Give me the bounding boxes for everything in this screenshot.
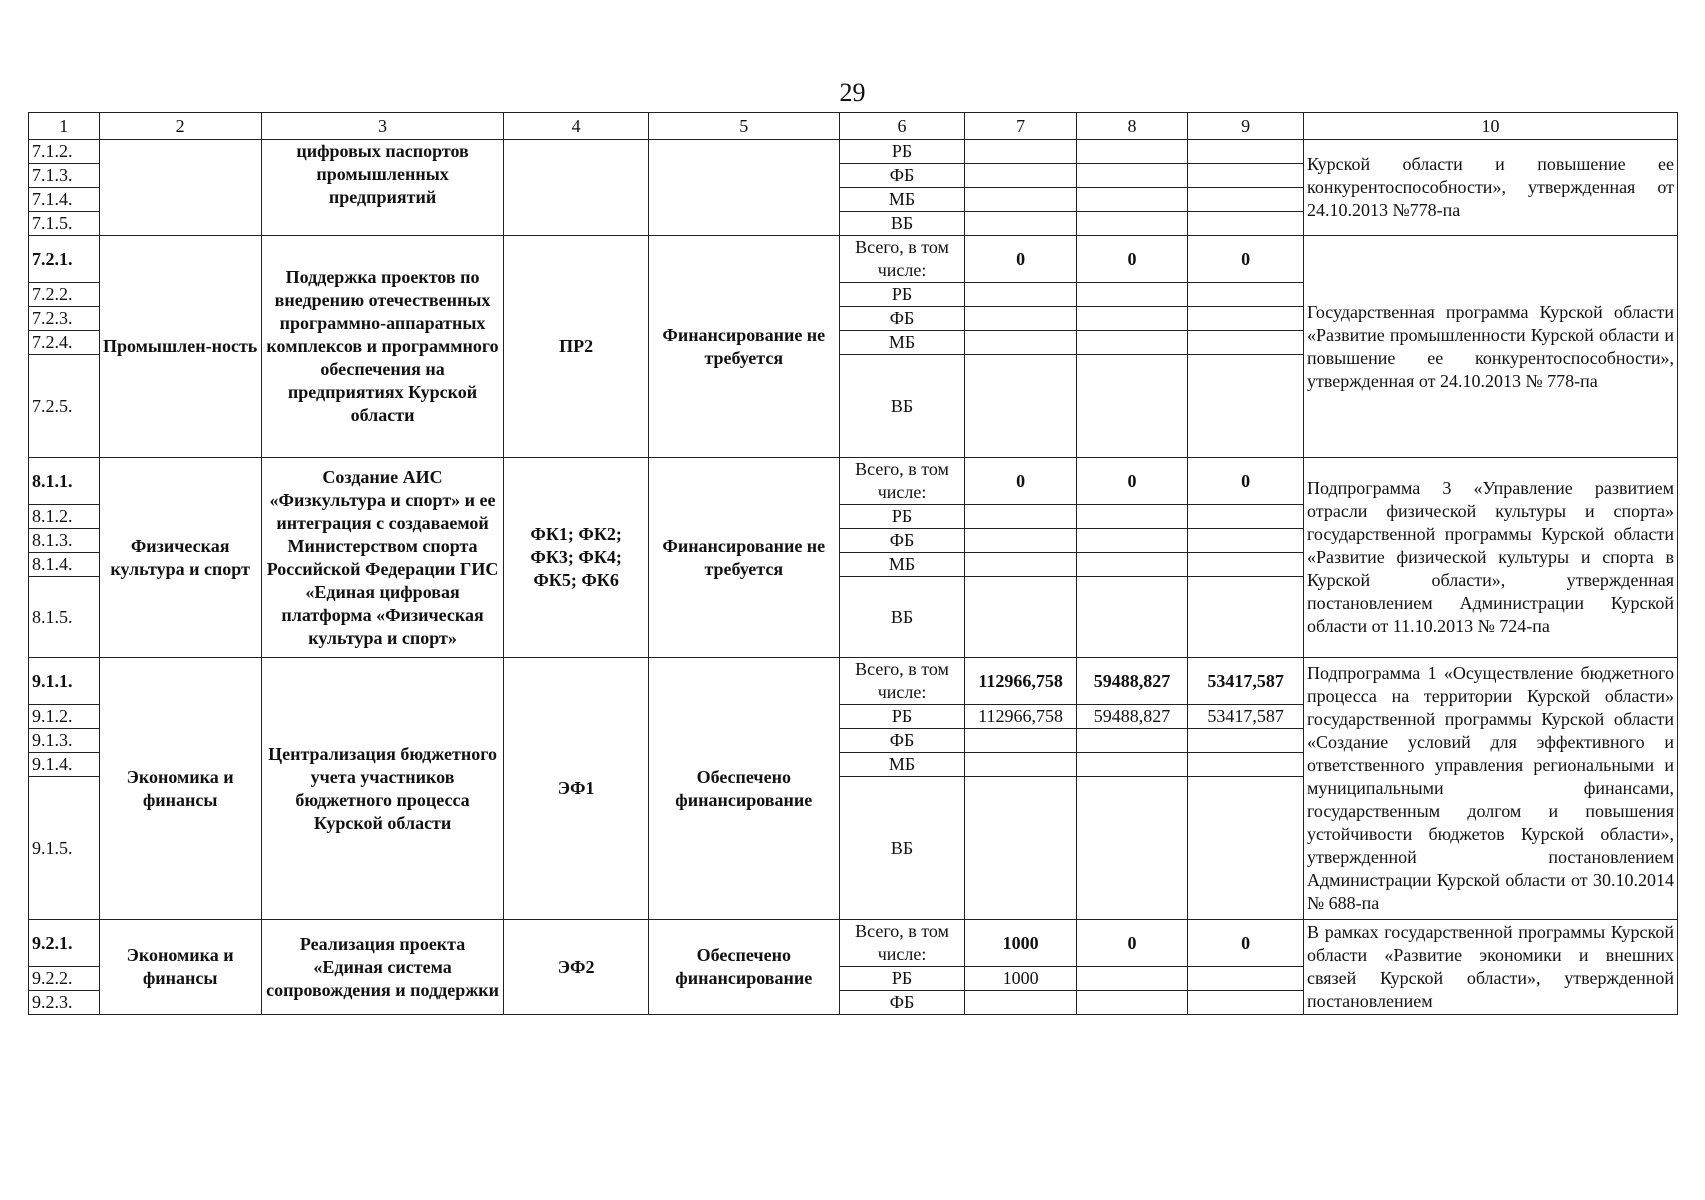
program-description: Курской области и повышение ее конкурентоспособности», утвержденная от 24.10.2013 №778-па [1304, 140, 1678, 236]
value-col8 [1076, 529, 1187, 553]
program-description: Подпрограмма 1 «Осуществление бюджетного процесса на территории Курской области» государственной программы Курской области «Создание условий для эффективного и ответственного управления региональными и муниципальными финансами, государственным долгом и повышения устойчивости бюджетов Курской области», утвержденной постановлением Администрации Курской области от 30.10.2014 № 688-па [1304, 658, 1678, 920]
value-col8 [1076, 505, 1187, 529]
value-col9 [1188, 577, 1304, 658]
value-col9 [1188, 188, 1304, 212]
column-header: 7 [965, 113, 1076, 140]
row-number: 8.1.3. [29, 529, 100, 553]
sector-cell: Промышлен-ность [99, 236, 261, 458]
program-description: Подпрограмма 3 «Управление развитием отрасли физической культуры и спорта» государственной программы Курской области «Развитие физической культуры и спорта в Курской области», утвержденная постановлением Администрации Курской области от 11.10.2013 № 724-па [1304, 458, 1678, 658]
row-number: 7.2.2. [29, 283, 100, 307]
value-col9 [1188, 331, 1304, 355]
value-col9 [1188, 355, 1304, 458]
value-col9 [1188, 967, 1304, 991]
funding-source: ФБ [839, 729, 965, 753]
value-col7 [965, 753, 1076, 777]
value-col7 [965, 331, 1076, 355]
table-row [29, 236, 1678, 283]
row-number: 9.2.2. [29, 967, 100, 991]
value-col8: 0 [1076, 458, 1187, 505]
funding-status: Обеспечено финансирование [648, 920, 839, 1015]
value-col8 [1076, 188, 1187, 212]
value-col7: 1000 [965, 967, 1076, 991]
program-description: Государственная программа Курской области «Развитие промышленности Курской области и повышение ее конкурентоспособности», утвержденная от 24.10.2013 № 778-па [1304, 236, 1678, 458]
value-col9: 53417,587 [1188, 658, 1304, 705]
value-col9: 53417,587 [1188, 705, 1304, 729]
table-row [29, 920, 1678, 967]
funding-source: ФБ [839, 164, 965, 188]
row-number: 7.1.5. [29, 212, 100, 236]
value-col8 [1076, 307, 1187, 331]
value-col8 [1076, 140, 1187, 164]
value-col8 [1076, 553, 1187, 577]
value-col9 [1188, 553, 1304, 577]
table-row [29, 140, 1678, 164]
row-number: 8.1.1. [29, 458, 100, 505]
value-col7 [965, 140, 1076, 164]
funding-status: Финансирование не требуется [648, 458, 839, 658]
row-number: 9.1.3. [29, 729, 100, 753]
funding-source: Всего, в том числе: [839, 658, 965, 705]
value-col9 [1188, 729, 1304, 753]
column-header: 10 [1304, 113, 1678, 140]
funding-source: РБ [839, 283, 965, 307]
value-col7 [965, 553, 1076, 577]
value-col7: 0 [965, 458, 1076, 505]
column-header: 1 [29, 113, 100, 140]
value-col9 [1188, 212, 1304, 236]
funding-source: ФБ [839, 307, 965, 331]
value-col9 [1188, 753, 1304, 777]
value-col9 [1188, 307, 1304, 331]
value-col7 [965, 729, 1076, 753]
value-col7 [965, 505, 1076, 529]
funding-status: Финансирование не требуется [648, 236, 839, 458]
row-number: 7.2.5. [29, 355, 100, 458]
value-col8 [1076, 283, 1187, 307]
value-col9 [1188, 283, 1304, 307]
column-header: 2 [99, 113, 261, 140]
value-col8 [1076, 753, 1187, 777]
funding-source: Всего, в том числе: [839, 458, 965, 505]
value-col7 [965, 577, 1076, 658]
indicator-code: ЭФ2 [504, 920, 648, 1015]
value-col9: 0 [1188, 236, 1304, 283]
table-row [29, 458, 1678, 505]
funding-source: ФБ [839, 991, 965, 1015]
funding-source: РБ [839, 705, 965, 729]
row-number: 8.1.2. [29, 505, 100, 529]
indicator-code [504, 140, 648, 236]
value-col9 [1188, 529, 1304, 553]
indicator-code: ПР2 [504, 236, 648, 458]
value-col8 [1076, 729, 1187, 753]
value-col9 [1188, 140, 1304, 164]
value-col7 [965, 283, 1076, 307]
indicator-code: ЭФ1 [504, 658, 648, 920]
measure-name: Создание АИС «Физкультура и спорт» и ее интеграция с создаваемой Министерством спорта Российской Федерации ГИС «Единая цифровая платформа «Физическая культура и спорт» [261, 458, 504, 658]
value-col8: 0 [1076, 236, 1187, 283]
row-number: 9.2.1. [29, 920, 100, 967]
column-header: 3 [261, 113, 504, 140]
value-col8 [1076, 777, 1187, 920]
value-col8 [1076, 331, 1187, 355]
funding-source: МБ [839, 188, 965, 212]
value-col8 [1076, 991, 1187, 1015]
value-col8 [1076, 577, 1187, 658]
funding-source: Всего, в том числе: [839, 236, 965, 283]
row-number: 7.2.3. [29, 307, 100, 331]
column-header: 4 [504, 113, 648, 140]
value-col9: 0 [1188, 458, 1304, 505]
row-number: 9.1.5. [29, 777, 100, 920]
value-col7 [965, 307, 1076, 331]
value-col9 [1188, 777, 1304, 920]
funding-source: ВБ [839, 777, 965, 920]
value-col7 [965, 188, 1076, 212]
row-number: 7.2.4. [29, 331, 100, 355]
value-col7 [965, 212, 1076, 236]
value-col7 [965, 777, 1076, 920]
program-table [28, 112, 1678, 1015]
funding-source: МБ [839, 331, 965, 355]
funding-source: МБ [839, 753, 965, 777]
row-number: 9.1.2. [29, 705, 100, 729]
row-number: 7.2.1. [29, 236, 100, 283]
value-col7: 112966,758 [965, 705, 1076, 729]
column-header: 6 [839, 113, 965, 140]
column-header: 9 [1188, 113, 1304, 140]
funding-status [648, 140, 839, 236]
value-col8: 59488,827 [1076, 705, 1187, 729]
value-col7: 112966,758 [965, 658, 1076, 705]
value-col7 [965, 164, 1076, 188]
funding-source: РБ [839, 967, 965, 991]
measure-name: Реализация проекта «Единая система сопровождения и поддержки [261, 920, 504, 1015]
funding-source: ВБ [839, 355, 965, 458]
row-number: 9.1.1. [29, 658, 100, 705]
sector-cell: Экономика и финансы [99, 920, 261, 1015]
row-number: 7.1.3. [29, 164, 100, 188]
row-number: 8.1.5. [29, 577, 100, 658]
value-col9 [1188, 164, 1304, 188]
value-col7: 0 [965, 236, 1076, 283]
value-col9: 0 [1188, 920, 1304, 967]
row-number: 9.1.4. [29, 753, 100, 777]
header-row [29, 113, 1678, 140]
measure-name: Поддержка проектов по внедрению отечественных программно-аппаратных комплексов и программного обеспечения на предприятиях Курской области [261, 236, 504, 458]
funding-source: Всего, в том числе: [839, 920, 965, 967]
funding-source: ФБ [839, 529, 965, 553]
funding-source: РБ [839, 140, 965, 164]
column-header: 5 [648, 113, 839, 140]
page-number: 29 [839, 78, 866, 107]
funding-status: Обеспечено финансирование [648, 658, 839, 920]
measure-name: Централизация бюджетного учета участников бюджетного процесса Курской области [261, 658, 504, 920]
value-col7: 1000 [965, 920, 1076, 967]
value-col9 [1188, 991, 1304, 1015]
value-col8: 59488,827 [1076, 658, 1187, 705]
value-col8: 0 [1076, 920, 1187, 967]
program-description: В рамках государственной программы Курской области «Развитие экономики и внешних связей Курской области», утвержденной постановлением [1304, 920, 1678, 1015]
value-col8 [1076, 212, 1187, 236]
indicator-code: ФК1; ФК2; ФК3; ФК4; ФК5; ФК6 [504, 458, 648, 658]
measure-name: цифровых паспортов промышленных предприятий [261, 140, 504, 236]
sector-cell: Экономика и финансы [99, 658, 261, 920]
funding-source: ВБ [839, 212, 965, 236]
row-number: 7.1.2. [29, 140, 100, 164]
value-col7 [965, 529, 1076, 553]
value-col7 [965, 355, 1076, 458]
value-col8 [1076, 355, 1187, 458]
row-number: 7.1.4. [29, 188, 100, 212]
value-col9 [1188, 505, 1304, 529]
funding-source: ВБ [839, 577, 965, 658]
value-col8 [1076, 164, 1187, 188]
row-number: 9.2.3. [29, 991, 100, 1015]
funding-source: МБ [839, 553, 965, 577]
row-number: 8.1.4. [29, 553, 100, 577]
sector-cell [99, 140, 261, 236]
funding-source: РБ [839, 505, 965, 529]
column-header: 8 [1076, 113, 1187, 140]
sector-cell: Физическая культура и спорт [99, 458, 261, 658]
value-col7 [965, 991, 1076, 1015]
table-row [29, 658, 1678, 705]
value-col8 [1076, 967, 1187, 991]
